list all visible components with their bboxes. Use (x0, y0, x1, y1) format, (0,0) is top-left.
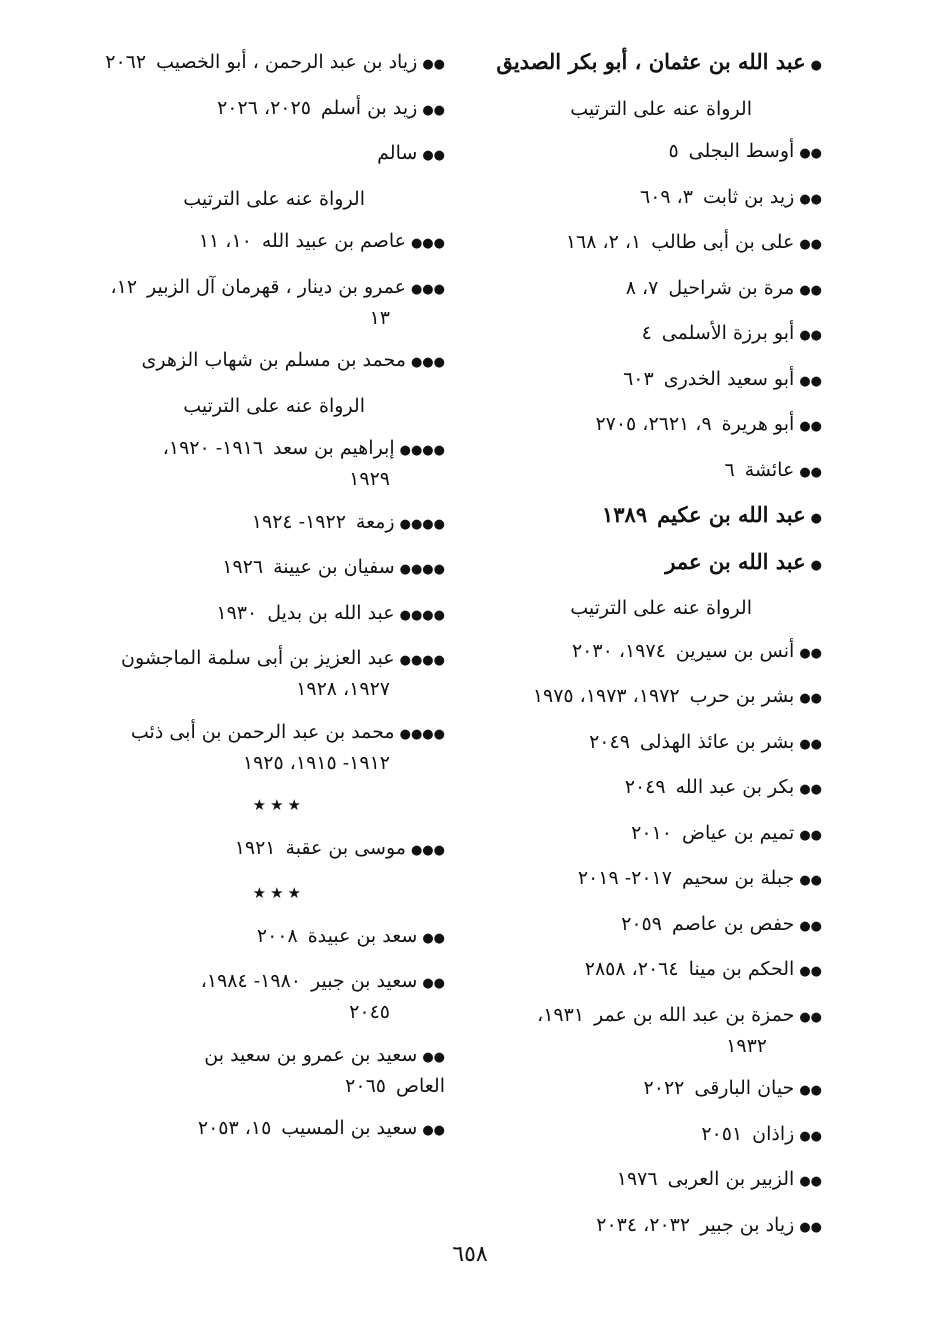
hadith-refs: ١٩٧٢، ١٩٧٣، ١٩٧٥ (532, 685, 680, 707)
narrator-name: عاصم بن عبيد الله (261, 230, 406, 252)
narrator-name: سعيد بن جبير (310, 970, 418, 992)
level-bullets: ●● (422, 1049, 445, 1065)
section-subheading: الرواة عنه على الترتيب (570, 97, 752, 120)
narrator-name: زيد بن ثابت (703, 185, 795, 208)
hadith-refs: ٢٠٠٨ (256, 924, 298, 947)
page-number: ٦٥٨ (452, 1242, 488, 1267)
heading-entry (482, 501, 822, 533)
level-bullets: ●●●● (399, 607, 445, 623)
level-bullets: ●●● (410, 281, 445, 297)
narrator-entry (100, 273, 445, 332)
narrator-entry (482, 955, 822, 986)
level-bullets: ●● (422, 148, 445, 163)
hadith-refs: ١٩٣٠ (216, 601, 258, 624)
narrator-entry (482, 410, 822, 441)
narrator-entry (100, 718, 445, 777)
level-bullets: ● (810, 511, 822, 526)
level-bullets: ●●●● (399, 516, 445, 532)
level-bullets: ●●● (410, 236, 445, 251)
level-bullets: ●●● (410, 355, 445, 370)
narrator-name: زيد بن أسلم (320, 96, 418, 119)
hadith-refs: ١٩٢١ (234, 836, 276, 859)
right-column (482, 48, 822, 1256)
hadith-refs: ٢٠١٠ (631, 821, 672, 844)
narrator-name: سعد بن عبيدة (307, 924, 418, 947)
narrator-name: إبراهيم بن سعد (273, 437, 395, 459)
hadith-refs: ٩، ٢٦٢١، ٢٧٠٥ (595, 413, 712, 435)
narrator-name: مرة بن شراحيل (668, 276, 795, 299)
narrator-name: سفيان بن عيينة (273, 556, 395, 578)
hadith-refs: ٧، ٨ (625, 276, 659, 299)
level-bullets: ●● (799, 419, 822, 434)
narrator-entry (482, 456, 822, 487)
narrator-entry (482, 274, 822, 305)
narrator-name: زاذان (752, 1122, 795, 1145)
narrator-entry (482, 773, 822, 804)
level-bullets: ●● (799, 146, 822, 161)
hadith-refs: ٢٠١٧- ٢٠١٩ (577, 867, 672, 889)
level-bullets: ●● (799, 191, 822, 207)
section-subheading: الرواة عنه على الترتيب (570, 597, 752, 619)
separator-stars: ★★★ (252, 796, 305, 814)
narrator-entry (482, 682, 822, 713)
narrator-name: على بن أبى طالب (651, 231, 795, 253)
narrator-entry (482, 137, 822, 168)
level-bullets: ●● (799, 782, 822, 797)
level-bullets: ●● (422, 102, 445, 118)
narrator-entry (100, 434, 445, 493)
level-bullets: ●● (799, 1083, 822, 1098)
narrator-name: عائشة (744, 458, 795, 481)
level-bullets: ●● (799, 918, 822, 934)
level-bullets: ●● (799, 1128, 822, 1144)
narrator-name: بكر بن عبد الله (675, 776, 795, 798)
hadith-refs-continued: ١٣ (369, 306, 390, 329)
narrator-name: حمزة بن عبد الله بن عمر (594, 1003, 795, 1026)
narrator-entry (482, 1120, 822, 1151)
hadith-refs: ٢٠٥٩ (621, 912, 662, 935)
hadith-refs-continued: ١٩٢٩ (349, 468, 390, 490)
narrator-name: محمد بن عبد الرحمن بن أبى ذئب (130, 720, 395, 743)
level-bullets: ●● (422, 57, 445, 72)
narrator-entry (482, 728, 822, 759)
level-bullets: ●●●● (399, 443, 445, 458)
narrator-name: أنس بن سيرين (675, 639, 795, 662)
hadith-refs: ٦ (724, 458, 735, 481)
hadith-refs: ١٩٧٤، ٢٠٣٠ (571, 639, 666, 662)
hadith-refs: ١٠، ١١ (198, 230, 252, 252)
narrator-name: أبو برزة الأسلمى (661, 322, 795, 344)
narrator-name: جبلة بن سحيم (681, 867, 795, 889)
narrator-name: عبد الله بن عمر (665, 548, 806, 574)
narrator-entry (482, 637, 822, 668)
level-bullets: ●● (799, 691, 822, 706)
narrator-name: أبو سعيد الخدرى (663, 367, 795, 390)
narrator-name: زياد بن عبد الرحمن ، أبو الخصيب (156, 51, 418, 73)
hadith-refs: ١٩٢٦ (222, 556, 264, 578)
hadith-refs-continued: ١٩٢٧، ١٩٢٨ (296, 678, 390, 700)
narrator-entry (100, 1114, 445, 1145)
hadith-refs: ٢٠٦٥ (345, 1074, 386, 1097)
narrator-entry (100, 599, 445, 630)
hadith-refs-continued: ١٩١٢- ١٩١٥، ١٩٢٥ (242, 751, 390, 774)
level-bullets: ●● (799, 873, 822, 888)
narrator-entry (482, 819, 822, 850)
narrator-entry (482, 1001, 822, 1060)
hadith-refs: ٥ (668, 140, 679, 162)
narrator-entry (482, 319, 822, 350)
level-bullets: ●● (799, 237, 822, 252)
narrator-entry (482, 365, 822, 396)
level-bullets: ●●●● (399, 726, 445, 742)
level-bullets: ● (810, 58, 822, 73)
narrator-entry (482, 1074, 822, 1105)
narrator-entry (100, 922, 445, 953)
left-column (100, 48, 445, 1160)
narrator-name: الزبير بن العربى (667, 1168, 795, 1190)
level-bullets: ●● (799, 464, 822, 480)
level-bullets: ●● (422, 1123, 445, 1138)
narrator-entry (482, 1211, 822, 1242)
narrator-entry (100, 553, 445, 584)
level-bullets: ●● (799, 1174, 822, 1189)
level-bullets: ●● (799, 328, 822, 343)
narrator-entry (100, 346, 445, 377)
narrator-name: زمعة (355, 510, 395, 533)
level-bullets: ●● (799, 1219, 822, 1235)
hadith-refs: ١٩١٦- ١٩٢٠، (162, 437, 263, 459)
narrator-entry (100, 834, 445, 865)
narrator-name: حيان البارقى (694, 1077, 795, 1099)
heading-entry (482, 48, 822, 80)
narrator-name: عبد الله بن عثمان ، أبو بكر الصديق (496, 49, 806, 74)
narrator-entry (482, 910, 822, 941)
level-bullets: ● (810, 557, 822, 573)
narrator-name: أوسط البجلى (688, 140, 795, 162)
narrator-entry (482, 183, 822, 214)
hadith-refs: ٢٠٦٢ (105, 51, 147, 73)
hadith-refs: ٦٠٣ (623, 367, 654, 390)
hadith-refs: ١٢، (110, 275, 138, 298)
narrator-entry (100, 48, 445, 79)
narrator-name: موسى بن عقبة (285, 836, 406, 859)
hadith-refs: ١٩٨٠- ١٩٨٤، (200, 970, 301, 992)
level-bullets: ●● (799, 645, 822, 661)
separator-stars: ★★★ (252, 884, 305, 902)
narrator-name: عبد الله بن بديل (267, 601, 395, 624)
hadith-refs: ٢٠٦٤، ٢٨٥٨ (584, 958, 679, 980)
narrator-entry (100, 1041, 445, 1100)
hadith-refs: ٣، ٦٠٩ (640, 185, 694, 208)
level-bullets: ●●●● (399, 653, 445, 668)
heading-entry (482, 548, 822, 580)
narrator-entry (100, 139, 445, 170)
level-bullets: ●● (799, 373, 822, 389)
level-bullets: ●● (799, 1009, 822, 1025)
hadith-refs: ٢٠٤٩ (624, 776, 666, 798)
narrator-name: سعيد بن عمرو بن سعيد بن العاص (204, 1043, 445, 1097)
level-bullets: ●● (799, 282, 822, 298)
hadith-refs: ١، ٢، ١٦٨ (565, 231, 642, 253)
level-bullets: ●●●● (399, 562, 445, 577)
level-bullets: ●● (799, 736, 822, 752)
hadith-refs: ١٣٨٩ (601, 502, 648, 527)
level-bullets: ●● (799, 827, 822, 843)
narrator-name: عبد الله بن عكيم (657, 502, 806, 527)
hadith-refs: ١٥، ٢٠٥٣ (197, 1117, 272, 1139)
narrator-name: سعيد بن المسيب (281, 1117, 418, 1139)
hadith-refs-continued: ١٩٣٢ (726, 1034, 767, 1057)
hadith-refs: ١٩٧٦ (616, 1168, 658, 1190)
narrator-name: تميم بن عياض (682, 821, 795, 844)
narrator-name: بشر بن عائذ الهذلى (639, 730, 795, 753)
narrator-entry (482, 1165, 822, 1196)
hadith-refs: ١٩٣١، (537, 1003, 585, 1026)
narrator-entry (100, 227, 445, 258)
section-subheading: الرواة عنه على الترتيب (183, 394, 365, 417)
narrator-name: بشر بن حرب (689, 685, 795, 707)
narrator-name: سالم (377, 142, 418, 164)
narrator-name: الحكم بن مينا (688, 958, 795, 980)
level-bullets: ●●● (410, 842, 445, 858)
level-bullets: ●● (799, 964, 822, 979)
hadith-refs: ٢٠٣٢، ٢٠٣٤ (596, 1213, 691, 1236)
level-bullets: ●● (422, 976, 445, 991)
hadith-refs: ٢٠٢٢ (643, 1077, 685, 1099)
narrator-name: عمرو بن دينار ، قهرمان آل الزبير (147, 275, 406, 298)
section-subheading: الرواة عنه على الترتيب (183, 187, 365, 210)
narrator-name: أبو هريرة (721, 413, 795, 435)
narrator-name: عبد العزيز بن أبى سلمة الماجشون (121, 647, 395, 669)
narrator-entry (100, 967, 445, 1026)
narrator-entry (482, 864, 822, 895)
hadith-refs-continued: ٢٠٤٥ (349, 1001, 390, 1023)
hadith-refs: ٢٠٤٩ (589, 730, 630, 753)
hadith-refs: ٢٠٥١ (701, 1122, 743, 1145)
narrator-name: زياد بن جبير (700, 1213, 795, 1236)
narrator-entry (100, 508, 445, 539)
narrator-entry (100, 644, 445, 703)
hadith-refs: ٤ (641, 322, 652, 344)
narrator-entry (482, 228, 822, 259)
hadith-refs: ٢٠٢٥، ٢٠٢٦ (217, 96, 311, 119)
narrator-name: حفص بن عاصم (671, 912, 795, 935)
narrator-entry (100, 94, 445, 125)
level-bullets: ●● (422, 930, 445, 946)
hadith-refs: ١٩٢٢- ١٩٢٤ (251, 510, 346, 533)
narrator-name: محمد بن مسلم بن شهاب الزهرى (141, 349, 406, 371)
